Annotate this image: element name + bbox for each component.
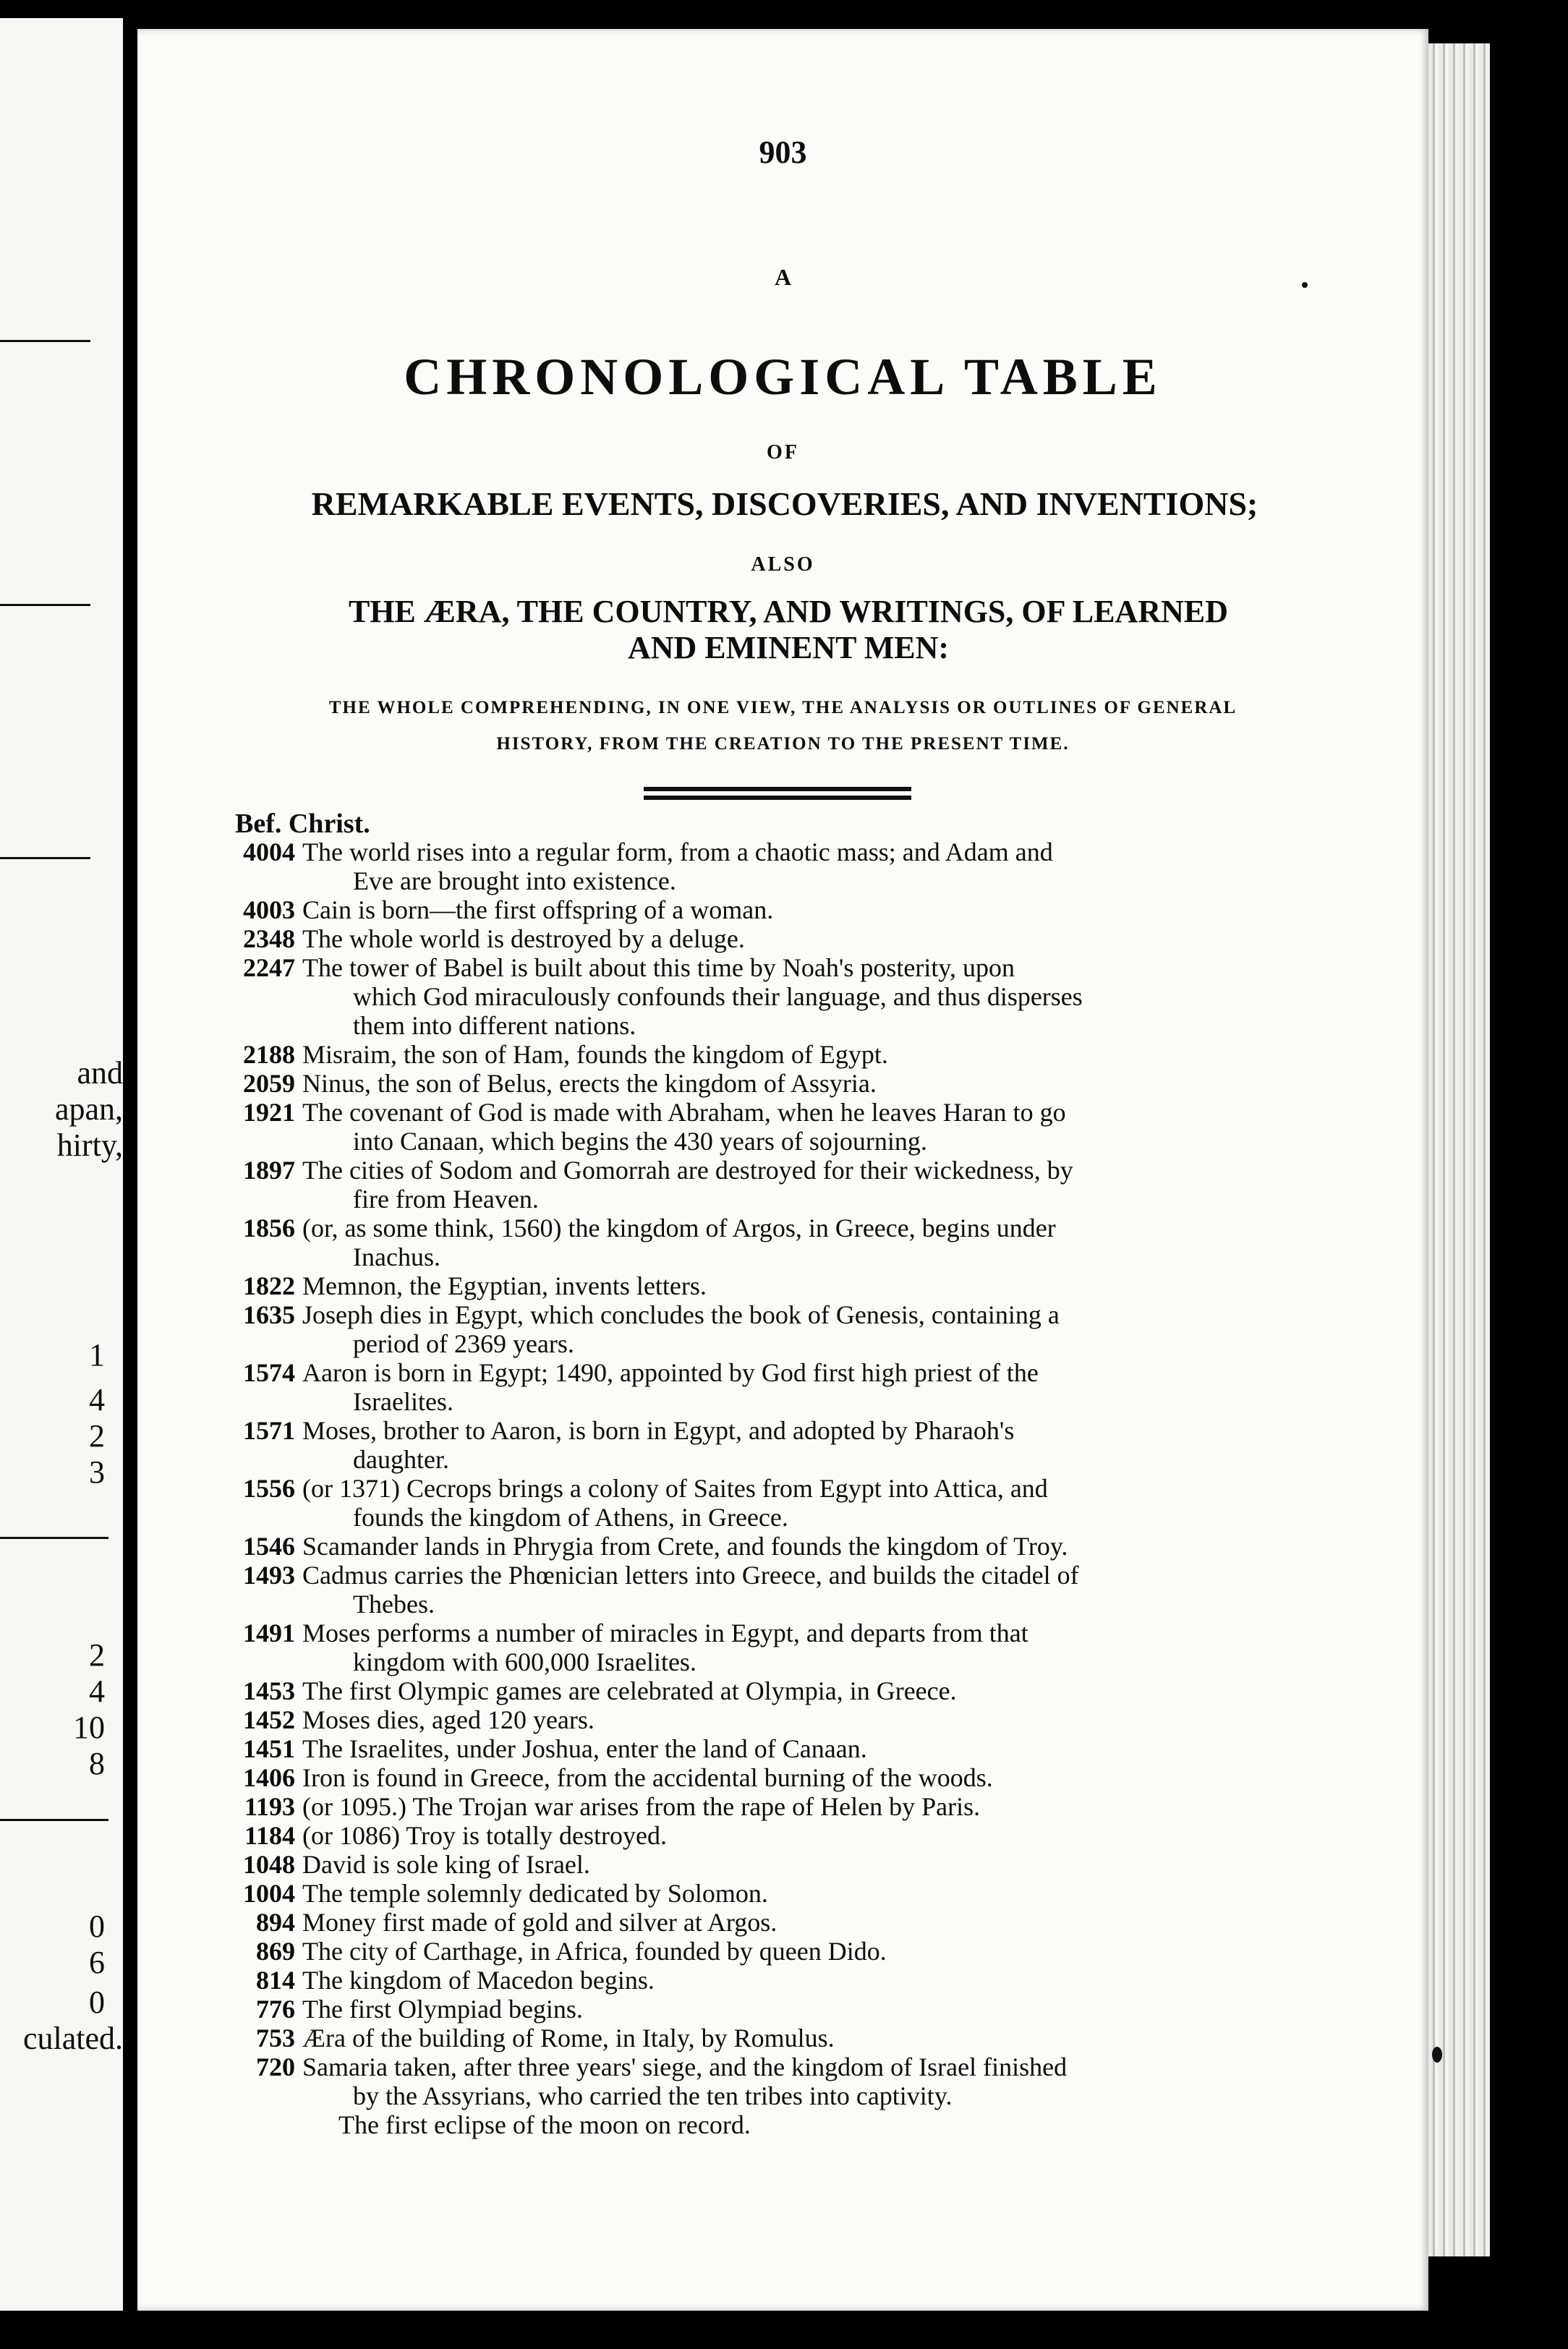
entry-year: 1546 xyxy=(243,1532,295,1561)
left-page-text-fragment: 3 xyxy=(89,1454,105,1490)
chronology-entry xyxy=(231,1879,1360,1908)
title-article: A xyxy=(774,264,792,290)
entry-text-line: (or 1095.) The Trojan war arises from the rape of Helen by Paris. xyxy=(302,1792,981,1821)
chronology-entry xyxy=(231,1705,1360,1734)
entry-text xyxy=(302,1069,1360,1098)
entry-text-line: (or, as some think, 1560) the kingdom of Argos, in Greece, begins under xyxy=(302,1214,1056,1242)
entry-year: 753 xyxy=(256,2024,295,2052)
entry-text-line: period of 2369 years. xyxy=(353,1329,574,1358)
entry-text-line: Moses, brother to Aaron, is born in Egypt, and adopted by Pharaoh's xyxy=(302,1416,1015,1445)
entry-text xyxy=(302,1908,1360,1937)
description-line2: HISTORY, FROM THE CREATION TO THE PRESENT TIME. xyxy=(496,734,1070,754)
entry-text xyxy=(302,2024,1360,2052)
entry-year: 814 xyxy=(256,1966,295,1995)
entry-text-line: The first eclipse of the moon on record. xyxy=(338,2110,751,2139)
entry-text xyxy=(302,2110,1360,2139)
entry-year: 1921 xyxy=(243,1098,295,1127)
left-page-fragment xyxy=(0,18,123,2311)
entry-text xyxy=(302,953,1360,1040)
left-page-text-fragment: 10 xyxy=(73,1710,105,1745)
left-page-text-fragment: apan, xyxy=(54,1091,123,1127)
entry-text-line: The whole world is destroyed by a deluge. xyxy=(302,924,745,953)
entry-year: 1004 xyxy=(243,1879,295,1908)
chronology-entry xyxy=(231,1850,1360,1879)
entry-year: 776 xyxy=(256,1995,295,2024)
entry-text xyxy=(302,924,1360,953)
entry-text xyxy=(302,1040,1360,1069)
entry-year: 1897 xyxy=(243,1156,295,1185)
entry-text xyxy=(302,1937,1360,1966)
chronology-entry xyxy=(231,1156,1360,1214)
chronology-entry xyxy=(231,1966,1360,1995)
entry-text xyxy=(302,1532,1360,1561)
left-page-text-fragment: hirty, xyxy=(56,1127,123,1163)
chronology-entry xyxy=(231,1532,1360,1561)
entry-year: 1556 xyxy=(243,1474,295,1503)
entry-text-line: The temple solemnly dedicated by Solomon. xyxy=(302,1879,768,1908)
entry-year: 2059 xyxy=(243,1069,295,1098)
chronology-entry xyxy=(231,1214,1360,1271)
chronology-entry xyxy=(231,1676,1360,1705)
chronology-entry xyxy=(231,1937,1360,1966)
entry-text-line: Iron is found in Greece, from the accidental burning of the woods. xyxy=(302,1763,993,1792)
entry-text-line: (or 1086) Troy is totally destroyed. xyxy=(302,1821,667,1850)
entry-text xyxy=(302,1821,1360,1850)
entry-text-line: The city of Carthage, in Africa, founded by queen Dido. xyxy=(302,1937,887,1966)
entry-text-line: The world rises into a regular form, from a chaotic mass; and Adam and xyxy=(302,837,1053,866)
entry-text-line: which God miraculously confounds their language, and thus disperses xyxy=(353,982,1083,1011)
entry-text xyxy=(302,837,1360,895)
entry-text-line: them into different nations. xyxy=(353,1011,636,1040)
entry-year: 720 xyxy=(256,2052,295,2081)
page-number: 903 xyxy=(759,135,807,170)
left-page-text-fragment: culated. xyxy=(22,2021,123,2056)
book-page xyxy=(137,29,1428,2311)
entry-year: 1453 xyxy=(243,1676,295,1705)
ornament-double-rule xyxy=(644,787,911,800)
left-rule xyxy=(0,1819,108,1821)
chronology-entry xyxy=(231,837,1360,895)
title-connector-also: ALSO xyxy=(751,553,815,576)
entry-year: 1822 xyxy=(243,1271,295,1300)
entry-text-line: into Canaan, which begins the 430 years of sojourning. xyxy=(353,1127,927,1156)
entry-year: 1635 xyxy=(243,1300,295,1329)
entry-text-line: kingdom with 600,000 Israelites. xyxy=(353,1647,696,1676)
subtitle-events: REMARKABLE EVENTS, DISCOVERIES, AND INVENTIONS; xyxy=(311,485,1258,522)
title-connector-of: OF xyxy=(767,441,799,464)
entry-text-line: Joseph dies in Egypt, which concludes the book of Genesis, containing a xyxy=(302,1300,1060,1329)
chronology-entry xyxy=(231,1821,1360,1850)
entry-text-line: The first Olympic games are celebrated at Olympia, in Greece. xyxy=(302,1676,957,1705)
entry-text xyxy=(302,1619,1360,1676)
entry-text-line: (or 1371) Cecrops brings a colony of Saites from Egypt into Attica, and xyxy=(302,1474,1048,1503)
entry-year: 2348 xyxy=(243,924,295,953)
description-line1: THE WHOLE COMPREHENDING, IN ONE VIEW, THE ANALYSIS OR OUTLINES OF GENERAL xyxy=(328,698,1237,717)
entry-text xyxy=(302,1792,1360,1821)
chronology-entry xyxy=(231,1271,1360,1300)
entry-text-line: Memnon, the Egyptian, invents letters. xyxy=(302,1271,707,1300)
entry-text-line: The Israelites, under Joshua, enter the land of Canaan. xyxy=(302,1734,867,1763)
entry-year: 1571 xyxy=(243,1416,295,1445)
entry-text-line: founds the kingdom of Athens, in Greece. xyxy=(353,1503,788,1532)
entry-text xyxy=(302,1763,1360,1792)
chronology-entry xyxy=(231,1908,1360,1937)
entry-text-line: Scamander lands in Phrygia from Crete, and founds the kingdom of Troy. xyxy=(302,1532,1068,1561)
entry-text-line: Moses dies, aged 120 years. xyxy=(302,1705,595,1734)
chronology-entry xyxy=(231,953,1360,1040)
left-rule xyxy=(0,857,90,859)
entry-text-line: Israelites. xyxy=(353,1387,453,1416)
left-page-text-fragment: 2 xyxy=(89,1637,105,1673)
entry-year: 894 xyxy=(256,1908,295,1937)
left-rule xyxy=(0,1537,108,1539)
entry-text-line: Cadmus carries the Phœnician letters into Greece, and builds the citadel of xyxy=(302,1561,1079,1590)
entry-text xyxy=(302,1300,1360,1358)
left-rule xyxy=(0,604,90,606)
chronology-entry xyxy=(231,1098,1360,1156)
entry-text-line: David is sole king of Israel. xyxy=(302,1850,590,1879)
chronology-entry xyxy=(231,1474,1360,1532)
entry-text xyxy=(302,1416,1360,1474)
era-heading: Bef. Christ. xyxy=(235,809,370,839)
left-page-text-fragment: 8 xyxy=(89,1746,105,1781)
entry-text-line: Inachus. xyxy=(353,1242,440,1271)
entry-text xyxy=(302,1966,1360,1995)
entry-text-line: Cain is born—the first offspring of a woman. xyxy=(302,895,774,924)
entry-text-line: The first Olympiad begins. xyxy=(302,1995,583,2024)
left-page-text-fragment: 2 xyxy=(89,1418,105,1454)
chronology-entry xyxy=(231,1561,1360,1619)
entry-text xyxy=(302,1734,1360,1763)
entry-year: 4004 xyxy=(243,837,295,866)
chronology-entry xyxy=(231,1734,1360,1763)
entry-year: 1856 xyxy=(243,1214,295,1242)
left-page-text-fragment: and xyxy=(77,1055,123,1091)
entry-text xyxy=(302,1879,1360,1908)
chronology-entry xyxy=(231,1416,1360,1474)
entry-text-line: Æra of the building of Rome, in Italy, by Romulus. xyxy=(302,2024,835,2052)
entry-text xyxy=(302,1098,1360,1156)
left-page-text-fragment: 6 xyxy=(89,1945,105,1980)
entry-text xyxy=(302,895,1360,924)
entry-year: 1574 xyxy=(243,1358,295,1387)
entry-year: 1491 xyxy=(243,1619,295,1647)
left-page-text-fragment: 0 xyxy=(89,1984,105,2020)
entry-text xyxy=(302,1156,1360,1214)
entry-text-line: The kingdom of Macedon begins. xyxy=(302,1966,655,1995)
entry-year xyxy=(231,2110,302,2139)
entry-text xyxy=(302,1561,1360,1619)
chronology-entry xyxy=(231,1300,1360,1358)
entry-text-line: Thebes. xyxy=(353,1590,435,1619)
entry-year: 2188 xyxy=(243,1040,295,1069)
entry-text-line: Eve are brought into existence. xyxy=(353,866,676,895)
entry-year: 869 xyxy=(256,1937,295,1966)
entry-text xyxy=(302,1995,1360,2024)
ink-speck xyxy=(1302,282,1308,288)
chronology-entry xyxy=(231,2052,1360,2110)
entry-text xyxy=(302,1271,1360,1300)
page-title: CHRONOLOGICAL TABLE xyxy=(404,348,1162,406)
entry-year: 1452 xyxy=(243,1705,295,1734)
entry-year: 4003 xyxy=(243,895,295,924)
entry-year: 1451 xyxy=(243,1734,295,1763)
chronology-entry xyxy=(231,1619,1360,1676)
left-page-text-fragment: 4 xyxy=(89,1674,105,1709)
entry-text-line: fire from Heaven. xyxy=(353,1185,539,1214)
entry-text xyxy=(302,1676,1360,1705)
entry-year: 1184 xyxy=(244,1821,295,1850)
entry-text xyxy=(302,1214,1360,1271)
subtitle-men-line1: THE ÆRA, THE COUNTRY, AND WRITINGS, OF LEARNED xyxy=(348,594,1228,629)
entry-text-line: Ninus, the son of Belus, erects the kingdom of Assyria. xyxy=(302,1069,877,1098)
subtitle-men-line2: AND EMINENT MEN: xyxy=(627,630,950,665)
chronology-entry xyxy=(231,1792,1360,1821)
entry-text-line: The cities of Sodom and Gomorrah are destroyed for their wickedness, by xyxy=(302,1156,1073,1185)
entry-year: 1048 xyxy=(243,1850,295,1879)
left-rule xyxy=(0,340,90,342)
entry-text-line: The tower of Babel is built about this time by Noah's posterity, upon xyxy=(302,953,1015,982)
left-page-text-fragment: 0 xyxy=(89,1909,105,1944)
chronology-entry xyxy=(231,2024,1360,2052)
ink-speck xyxy=(1432,2047,1442,2063)
entry-year: 1193 xyxy=(244,1792,295,1821)
chronology-list xyxy=(231,837,1360,2139)
left-page-text-fragment: 1 xyxy=(89,1337,105,1373)
entry-year: 2247 xyxy=(243,953,295,982)
chronology-entry xyxy=(231,1358,1360,1416)
entry-text-line: by the Assyrians, who carried the ten tribes into captivity. xyxy=(353,2081,953,2110)
entry-text-line: Aaron is born in Egypt; 1490, appointed by God first high priest of the xyxy=(302,1358,1039,1387)
entry-text xyxy=(302,1705,1360,1734)
entry-text-line: Money first made of gold and silver at Argos. xyxy=(302,1908,777,1937)
chronology-entry xyxy=(231,1069,1360,1098)
chronology-entry xyxy=(231,924,1360,953)
entry-text-line: Moses performs a number of miracles in Egypt, and departs from that xyxy=(302,1619,1028,1647)
entry-text-line: daughter. xyxy=(353,1445,449,1474)
chronology-entry xyxy=(231,1763,1360,1792)
entry-text-line: Misraim, the son of Ham, founds the kingdom of Egypt. xyxy=(302,1040,888,1069)
chronology-entry xyxy=(231,1040,1360,1069)
entry-text xyxy=(302,2052,1360,2110)
page-edge xyxy=(1428,43,1490,2256)
left-page-text-fragment: 4 xyxy=(89,1382,105,1418)
chronology-entry xyxy=(231,895,1360,924)
entry-year: 1406 xyxy=(243,1763,295,1792)
entry-text xyxy=(302,1474,1360,1532)
entry-text-line: Samaria taken, after three years' siege, and the kingdom of Israel finished xyxy=(302,2052,1068,2081)
chronology-entry xyxy=(231,1995,1360,2024)
entry-text-line: The covenant of God is made with Abraham, when he leaves Haran to go xyxy=(302,1098,1066,1127)
entry-text xyxy=(302,1358,1360,1416)
entry-text xyxy=(302,1850,1360,1879)
entry-year: 1493 xyxy=(243,1561,295,1590)
chronology-entry xyxy=(231,2110,1360,2139)
